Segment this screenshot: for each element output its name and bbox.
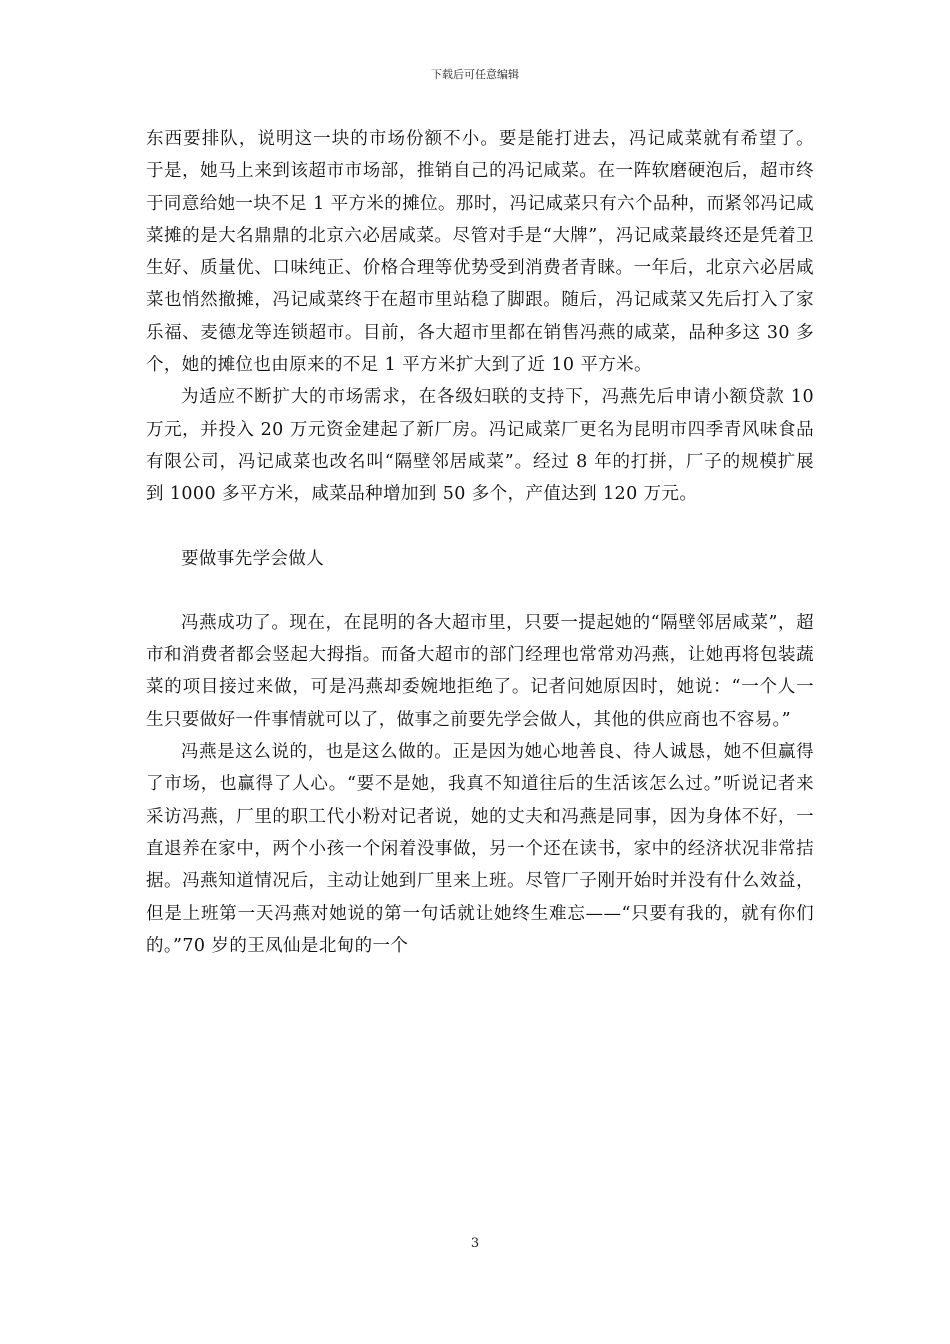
paragraph-1: 东西要排队，说明这一块的市场份额不小。要是能打进去，冯记咸菜就有希望了。 于是，她马上来到该超市市场部，推销自己的冯记咸菜。在一阵软磨硬泡后，超市终于同意给她一块不足 1 平方米的摊位。那时，冯记咸菜只有六个品种，而紧邻冯记咸菜摊的是大名鼎鼎的北京六必居咸菜。尽管对手是“大牌”，冯记咸菜最终还是凭着卫生好、质量优、口味纯正、价格合理等优势受到消费者青睐。一年后，北京六必居咸菜也悄然撤摊，冯记咸菜终于在超市里站稳了脚跟。随后，冯记咸菜又先后打入了家乐福、麦德龙等连锁超市。目前，各大超市里都在销售冯燕的咸菜，品种多这 30 多个，她的摊位也由原来的不足 1 平方米扩大到了近 10 平方米。 xyxy=(146,129,814,376)
spacer xyxy=(146,511,814,543)
document-body xyxy=(146,123,814,962)
page-header: 下载后可任意编辑 xyxy=(431,68,519,81)
paragraph-3: 冯燕成功了。现在，在昆明的各大超市里，只要一提起她的“隔壁邻居咸菜”，超市和消费者都会竖起大拇指。而备大超市的部门经理也常常劝冯燕，让她再将包装蔬菜的项目接过来做，可是冯燕却委婉地拒绝了。记者问她原因时，她说：“一个人一生只要做好一件事情就可以了，做事之前要先学会做人，其他的供应商也不容易。” xyxy=(146,612,814,730)
paragraph-4: 冯燕是这么说的，也是这么做的。正是因为她心地善良、待人诚恳，她不但赢得了市场，也赢得了人心。“要不是她，我真不知道往后的生活该怎么过。”听说记者来采访冯燕，厂里的职工代小粉对记者说，她的丈夫和冯燕是同事，因为身体不好，一直退养在家中，两个小孩一个闲着没事做，另一个还在读书，家中的经济状况非常拮据。冯燕知道情况后，主动让她到厂里来上班。尽管厂子刚开始时并没有什么效益，但是上班第一天冯燕对她说的第一句话就让她终生难忘——“只要有我的，就有你们的。”70 岁的王凤仙是北甸的一个 xyxy=(146,742,814,956)
section-heading: 要做事先学会做人 xyxy=(181,548,325,569)
page-number: 3 xyxy=(470,1236,480,1251)
paragraph-2: 为适应不断扩大的市场需求，在各级妇联的支持下，冯燕先后申请小额贷款 10 万元，并投入 20 万元资金建起了新厂房。冯记咸菜厂更名为昆明市四季青风味食品有限公司，冯记咸菜也改名叫“隔壁邻居咸菜”。经过 8 年的打拼，厂子的规模扩展到 1000 多平方米，咸菜品种增加到 50 多个，产值达到 120 万元。 xyxy=(146,387,814,505)
spacer xyxy=(146,575,814,607)
